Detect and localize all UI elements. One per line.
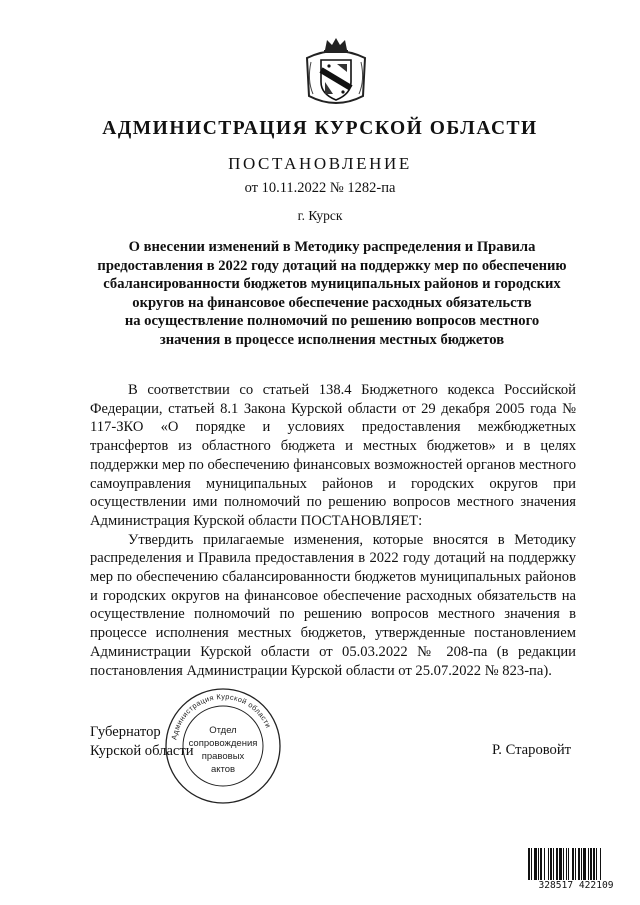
document-body — [90, 381, 576, 680]
stamp-line-3: правовых — [201, 751, 245, 762]
document-type: ПОСТАНОВЛЕНИЕ — [228, 154, 412, 173]
document-subject — [88, 238, 576, 350]
stamp-ring-text: Администрация Курской области — [169, 691, 274, 741]
barcode-number: 328517 422109 — [525, 880, 627, 891]
subject-line: на осуществление полномочий по решению вопросов местного — [124, 313, 540, 330]
signatory-position-line-2: Курской области — [90, 743, 194, 759]
document-date-number: от 10.11.2022 № 1282-па — [244, 180, 396, 196]
subject-line: предоставления в 2022 году дотаций на поддержку мер по обеспечению — [97, 257, 567, 274]
stamp-line-1: Отдел — [209, 725, 237, 736]
subject-line: значения в процессе исполнения местных бюджетов — [159, 331, 505, 348]
department-stamp — [163, 686, 283, 806]
document-city: г. Курск — [297, 208, 343, 223]
subject-line: округов на финансовое обеспечение расходных обязательств — [132, 294, 532, 311]
body-paragraph-2: Утвердить прилагаемые изменения, которые вносятся в Методику распределения и Правила предоставления в 2022 году дотаций на поддержку мер по обеспечению сбалансированности бюджетов муниципальных районов и городских округов на финансовое обеспечение расходных обязательств на осуществление полномочий по решению вопросов местного значения в процессе исполнения местных бюджетов, утвержденные постановлением Администрации Курской области от 05.03.2022 № 208-па (в редакции постановления Администрации Курской области от 25.07.2022 № 823-па). — [90, 531, 576, 679]
kursk-coat-of-arms-icon — [303, 36, 369, 110]
stamp-line-4: актов — [210, 764, 236, 775]
signatory-position-line-1: Губернатор — [90, 724, 161, 740]
subject-line: сбалансированности бюджетов муниципальных районов и городских — [103, 276, 561, 293]
stamp-line-2: сопровождения — [188, 738, 258, 749]
signatory-name: Р. Старовойт — [492, 742, 572, 758]
organization-title: АДМИНИСТРАЦИЯ КУРСКОЙ ОБЛАСТИ — [102, 118, 538, 139]
body-paragraph-1: В соответствии со статьей 138.4 Бюджетного кодекса Российской Федерации, статьей 8.1 Закона Курской области от 29 декабря 2005 года № 117-ЗКО «О порядке и условиях предоставления межбюджетных трансфертов из областного бюджета и местных бюджетов» и в целях поддержки мер по обеспечению финансовых возможностей органов местного самоуправления муниципальных районов и городских округов при осуществлении ими полномочий по решению вопросов местного значения Администрация Курской области ПОСТАНОВЛЯЕТ: — [90, 382, 576, 529]
subject-line: О внесении изменений в Методику распределения и Правила — [128, 239, 536, 255]
